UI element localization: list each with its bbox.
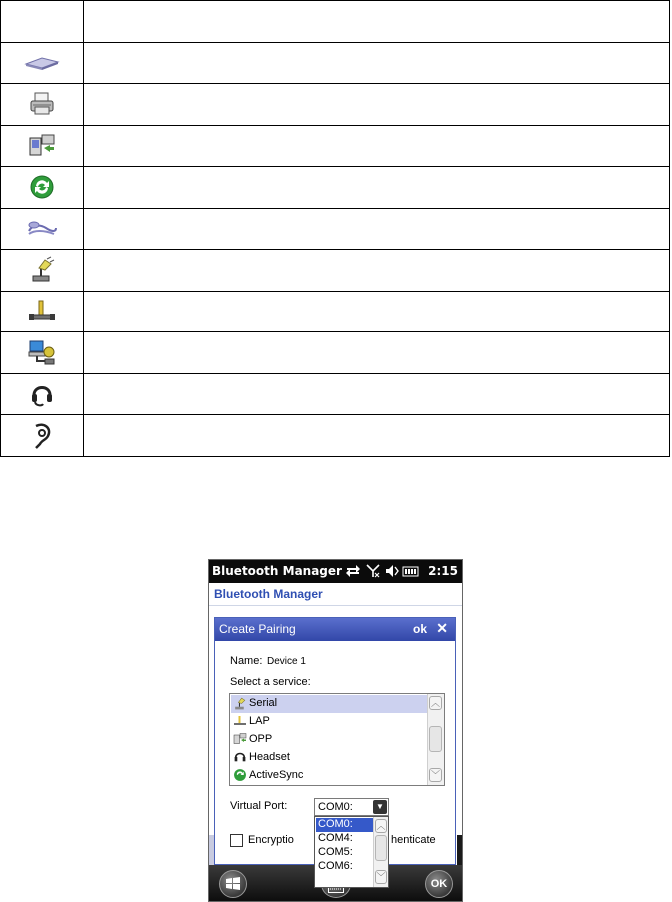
scroll-thumb[interactable] — [429, 726, 442, 752]
signal-off-icon[interactable] — [366, 564, 380, 578]
legend-row — [1, 167, 670, 209]
legend-row — [1, 415, 670, 457]
name-value: Device 1 — [267, 656, 306, 667]
status-bar-title: Bluetooth Manager — [212, 564, 342, 578]
device-screenshot — [208, 559, 463, 902]
port-option[interactable] — [316, 818, 373, 832]
legend-row — [1, 42, 670, 84]
dropdown-arrow-icon[interactable]: ▼ — [373, 800, 387, 814]
serial-plug-icon — [233, 696, 247, 711]
pda-exchange-icon — [28, 133, 56, 159]
service-item-label: ActiveSync — [249, 769, 304, 781]
legend-row — [1, 373, 670, 415]
dialog-close-button[interactable]: ✕ — [436, 620, 448, 636]
dialog-ok-button[interactable]: ok — [412, 622, 427, 636]
service-item-serial[interactable] — [231, 695, 428, 713]
service-item-headset[interactable] — [231, 749, 428, 767]
keyboard-cable-icon — [26, 219, 58, 239]
activesync-icon — [29, 174, 55, 200]
serial-plug-icon — [29, 256, 55, 284]
authenticate-label: henticate — [391, 834, 436, 846]
battery-icon[interactable] — [402, 564, 420, 578]
name-label: Name: — [230, 655, 263, 667]
scroll-up-button[interactable]: ︿ — [430, 698, 440, 708]
dropdown-scrollbar[interactable] — [373, 817, 388, 887]
dialog-header — [215, 618, 455, 641]
headset-icon — [30, 381, 54, 407]
sync-arrows-icon[interactable] — [345, 564, 361, 578]
service-list[interactable] — [229, 693, 445, 786]
service-item-label: Headset — [249, 751, 290, 763]
port-option-label: COM0: — [318, 818, 353, 830]
lan-access-icon — [28, 299, 56, 323]
service-item-label: OPP — [249, 733, 273, 745]
port-option[interactable] — [316, 832, 373, 846]
create-pairing-dialog — [214, 617, 456, 882]
virtual-port-label: Virtual Port: — [230, 800, 288, 812]
port-option-label: COM4: — [318, 832, 353, 844]
legend-row — [1, 125, 670, 167]
service-item-lap[interactable] — [231, 713, 428, 731]
speaker-muted-icon[interactable] — [385, 564, 399, 578]
scroll-down-button[interactable]: ﹀ — [430, 770, 440, 780]
legend-row — [1, 291, 670, 332]
legend-row — [1, 332, 670, 374]
scroll-thumb[interactable] — [375, 835, 387, 861]
select-service-label: Select a service: — [230, 676, 311, 688]
legend-header-desc-cell — [83, 1, 669, 43]
dialog-title: Create Pairing — [219, 622, 296, 636]
virtual-port-select[interactable] — [314, 798, 389, 816]
background-strip-right — [457, 835, 462, 865]
virtual-port-dropdown-list[interactable] — [314, 816, 389, 888]
scroll-down-button[interactable]: ﹀ — [376, 872, 386, 882]
legend-row — [1, 208, 670, 250]
legend-header-icon-cell — [1, 1, 84, 43]
windows-start-button[interactable] — [219, 870, 247, 898]
service-item-label: Serial — [249, 697, 278, 709]
headset-icon — [233, 750, 247, 764]
port-option[interactable] — [316, 860, 373, 874]
app-title-bar — [209, 583, 462, 606]
legend-header-row — [1, 1, 670, 43]
status-bar — [209, 560, 462, 583]
service-item-opp[interactable] — [231, 731, 428, 749]
scroll-up-button[interactable]: ︿ — [376, 821, 386, 831]
port-option[interactable] — [316, 846, 373, 860]
windows-logo-icon — [225, 876, 241, 892]
printer-icon — [29, 92, 55, 116]
serial-port-device-icon — [24, 55, 60, 71]
taskbar-ok-button[interactable] — [425, 870, 453, 898]
service-item-activesync[interactable] — [231, 767, 428, 785]
encryption-label: Encryptio — [248, 834, 294, 846]
virtual-port-value: COM0: — [318, 801, 353, 813]
taskbar-ok-label: OK — [430, 878, 448, 890]
pda-exchange-icon — [233, 732, 247, 746]
port-option-label: COM5: — [318, 846, 353, 858]
legend-row — [1, 250, 670, 292]
handsfree-earpiece-icon — [30, 422, 54, 450]
service-item-label: LAP — [249, 715, 270, 727]
legend-row — [1, 84, 670, 126]
background-strip-left — [209, 835, 214, 865]
lan-access-icon — [233, 714, 247, 728]
computer-network-icon — [27, 339, 57, 367]
status-bar-clock[interactable]: 2:15 — [428, 564, 458, 578]
encryption-checkbox[interactable] — [230, 834, 243, 847]
activesync-icon — [233, 768, 247, 782]
service-list-scrollbar[interactable] — [427, 694, 444, 785]
port-option-label: COM6: — [318, 860, 353, 872]
app-title: Bluetooth Manager — [214, 587, 323, 601]
